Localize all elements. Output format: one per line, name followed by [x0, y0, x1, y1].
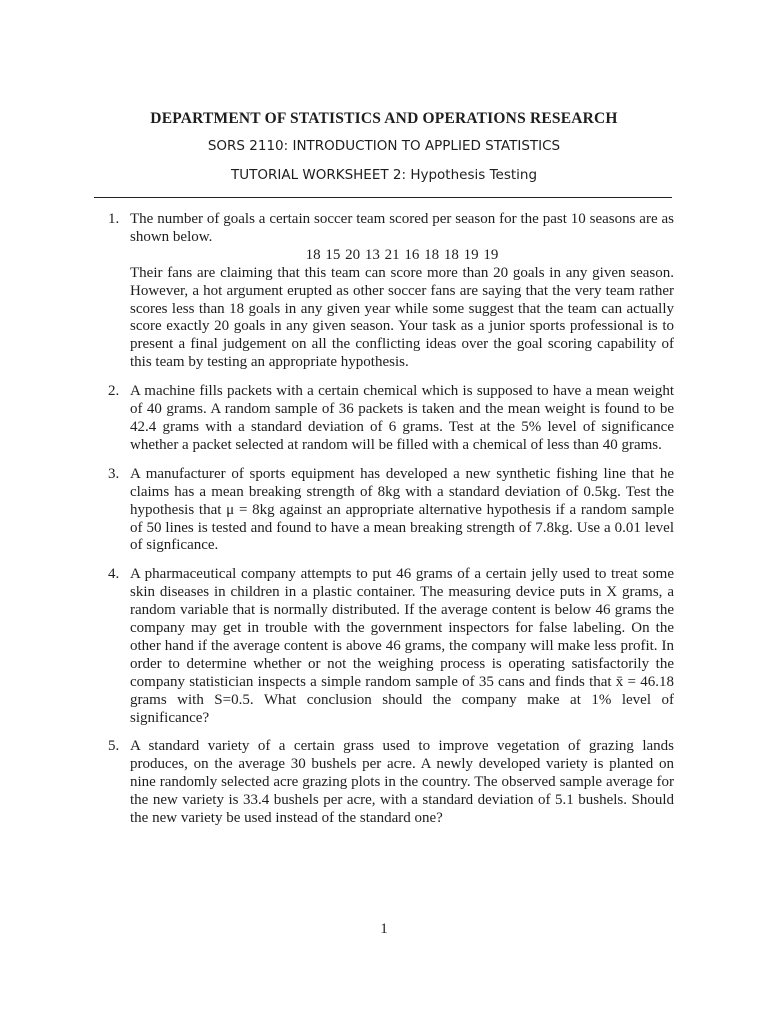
question-3 — [108, 466, 674, 556]
question-2 — [108, 383, 674, 455]
question-4 — [108, 566, 674, 727]
header-divider — [94, 197, 672, 198]
question-number: 3. — [108, 465, 120, 482]
question-number: 1. — [108, 211, 120, 227]
question-number: 5. — [108, 738, 120, 755]
question-1 — [108, 211, 674, 372]
course-title: SORS 2110: INTRODUCTION TO APPLIED STATISTICS — [207, 138, 561, 154]
question-text: A pharmaceutical company attempts to put 46 grams of a certain jelly used to treat some skin diseases in children in a plastic container. The measuring device puts in X grams, a random variable that is normally distributed. If the average content is below 46 grams the company may get in trouble with the government inspectors for false labeling. On the other hand if the average content is above 46 grams, the company will make less profit. In order to determine whether or not the weighing process is operating satisfactorily the company statistician inspects a simple random sample of 35 cans and finds that x̄ = 46.18 grams with S=0.5. What conclusion should the company make at 1% level of significance? — [130, 566, 674, 726]
question-number: 4. — [108, 566, 120, 583]
question-number: 2. — [108, 383, 120, 400]
page-number: 1 — [380, 921, 388, 937]
question-text: A machine fills packets with a certain chemical which is supposed to have a mean weight of 40 grams. A random sample of 36 packets is taken and the mean weight is found to be 42.4 grams with a standard deviation of 6 grams. Test at the 5% level of significance whether a packet selected at random will be filled with a chemical of less than 40 grams. — [130, 383, 674, 453]
department-heading: DEPARTMENT OF STATISTICS AND OPERATIONS RESEARCH — [150, 110, 618, 127]
question-text: A standard variety of a certain grass used to improve vegetation of grazing lands produces, on the average 30 bushels per acre. A newly developed variety is planted on nine randomly selected acre grazing plots in the country. The observed sample average for the new variety is 33.4 bushels per acre, with a standard deviation of 5.1 bushels. Should the new variety be used instead of the standard one? — [130, 738, 674, 827]
question-body: Their fans are claiming that this team can score more than 20 goals in any given season. However, a hot argument erupted as other soccer fans are saying that the very team rather scores less than 18 goals in any given year while some suggest that the team can actually score exactly 20 goals in any given season. Your task as a junior sports professional is to present a final judgement on all the conflicting ideas over the goal scoring capability of this team by testing an appropriate hypothesis. — [130, 264, 674, 371]
question-text: A manufacturer of sports equipment has developed a new synthetic fishing line that he claims has a mean breaking strength of 8kg with a standard deviation of 0.5kg. Test the hypothesis that μ = 8kg against an appropriate alternative hypothesis if a random sample of 50 lines is tested and found to have a mean breaking strength of 7.8kg. Use a 0.01 level of signficance. — [130, 465, 674, 554]
worksheet-title: TUTORIAL WORKSHEET 2: Hypothesis Testing — [230, 167, 538, 183]
question-intro: The number of goals a certain soccer team scored per season for the past 10 seasons are as shown below. — [130, 211, 674, 245]
question-list — [108, 211, 674, 839]
goals-data: 18 15 20 13 21 16 18 18 19 19 — [305, 246, 499, 263]
question-5 — [108, 738, 674, 828]
